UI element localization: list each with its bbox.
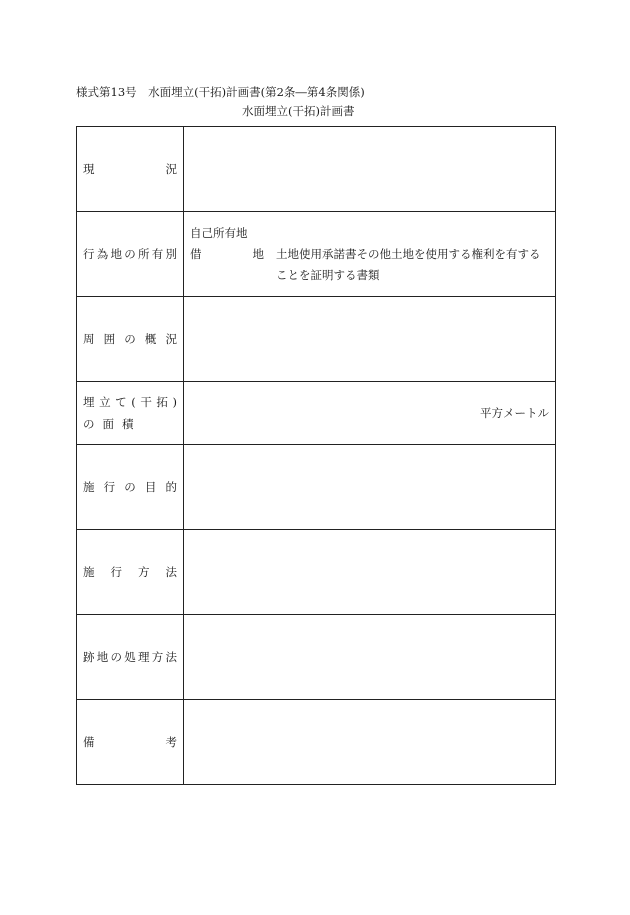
leased-land-note-cont: ことを証明する書類 <box>276 267 380 282</box>
row-method <box>77 530 556 615</box>
row-surroundings <box>77 297 556 382</box>
label-current-status: 現 況 <box>77 127 184 212</box>
label-remarks: 備 考 <box>77 700 184 785</box>
own-land-option[interactable]: 自己所有地 <box>190 225 248 240</box>
value-area[interactable] <box>184 382 556 445</box>
label-area: 埋 立 て ( 干 拓 ) の 面 積 <box>77 382 184 445</box>
value-current-status[interactable] <box>184 127 556 212</box>
leased-land-option[interactable]: 借 地 <box>190 246 264 261</box>
row-disposal <box>77 615 556 700</box>
value-purpose[interactable] <box>184 445 556 530</box>
value-ownership[interactable] <box>184 212 556 297</box>
label-ownership: 行 為 地 の 所 有 別 <box>77 212 184 297</box>
row-remarks <box>77 700 556 785</box>
form-title: 水面埋立(干拓)計画書 <box>242 104 355 118</box>
row-area <box>77 382 556 445</box>
area-unit: 平方メートル <box>480 406 549 420</box>
form-number: 様式第13号 水面埋立(干拓)計画書(第2条―第4条関係) <box>76 85 365 99</box>
leased-land-note: 土地使用承諾書その他土地を使用する権利を有する <box>276 246 541 261</box>
label-method: 施 行 方 法 <box>77 530 184 615</box>
row-purpose <box>77 445 556 530</box>
value-remarks[interactable] <box>184 700 556 785</box>
label-surroundings: 周 囲 の 概 況 <box>77 297 184 382</box>
label-purpose: 施 行 の 目 的 <box>77 445 184 530</box>
label-disposal: 跡 地 の 処 理 方 法 <box>77 615 184 700</box>
row-ownership <box>77 212 556 297</box>
value-method[interactable] <box>184 530 556 615</box>
plan-form-table <box>76 126 556 785</box>
value-surroundings[interactable] <box>184 297 556 382</box>
value-disposal[interactable] <box>184 615 556 700</box>
row-current-status <box>77 127 556 212</box>
